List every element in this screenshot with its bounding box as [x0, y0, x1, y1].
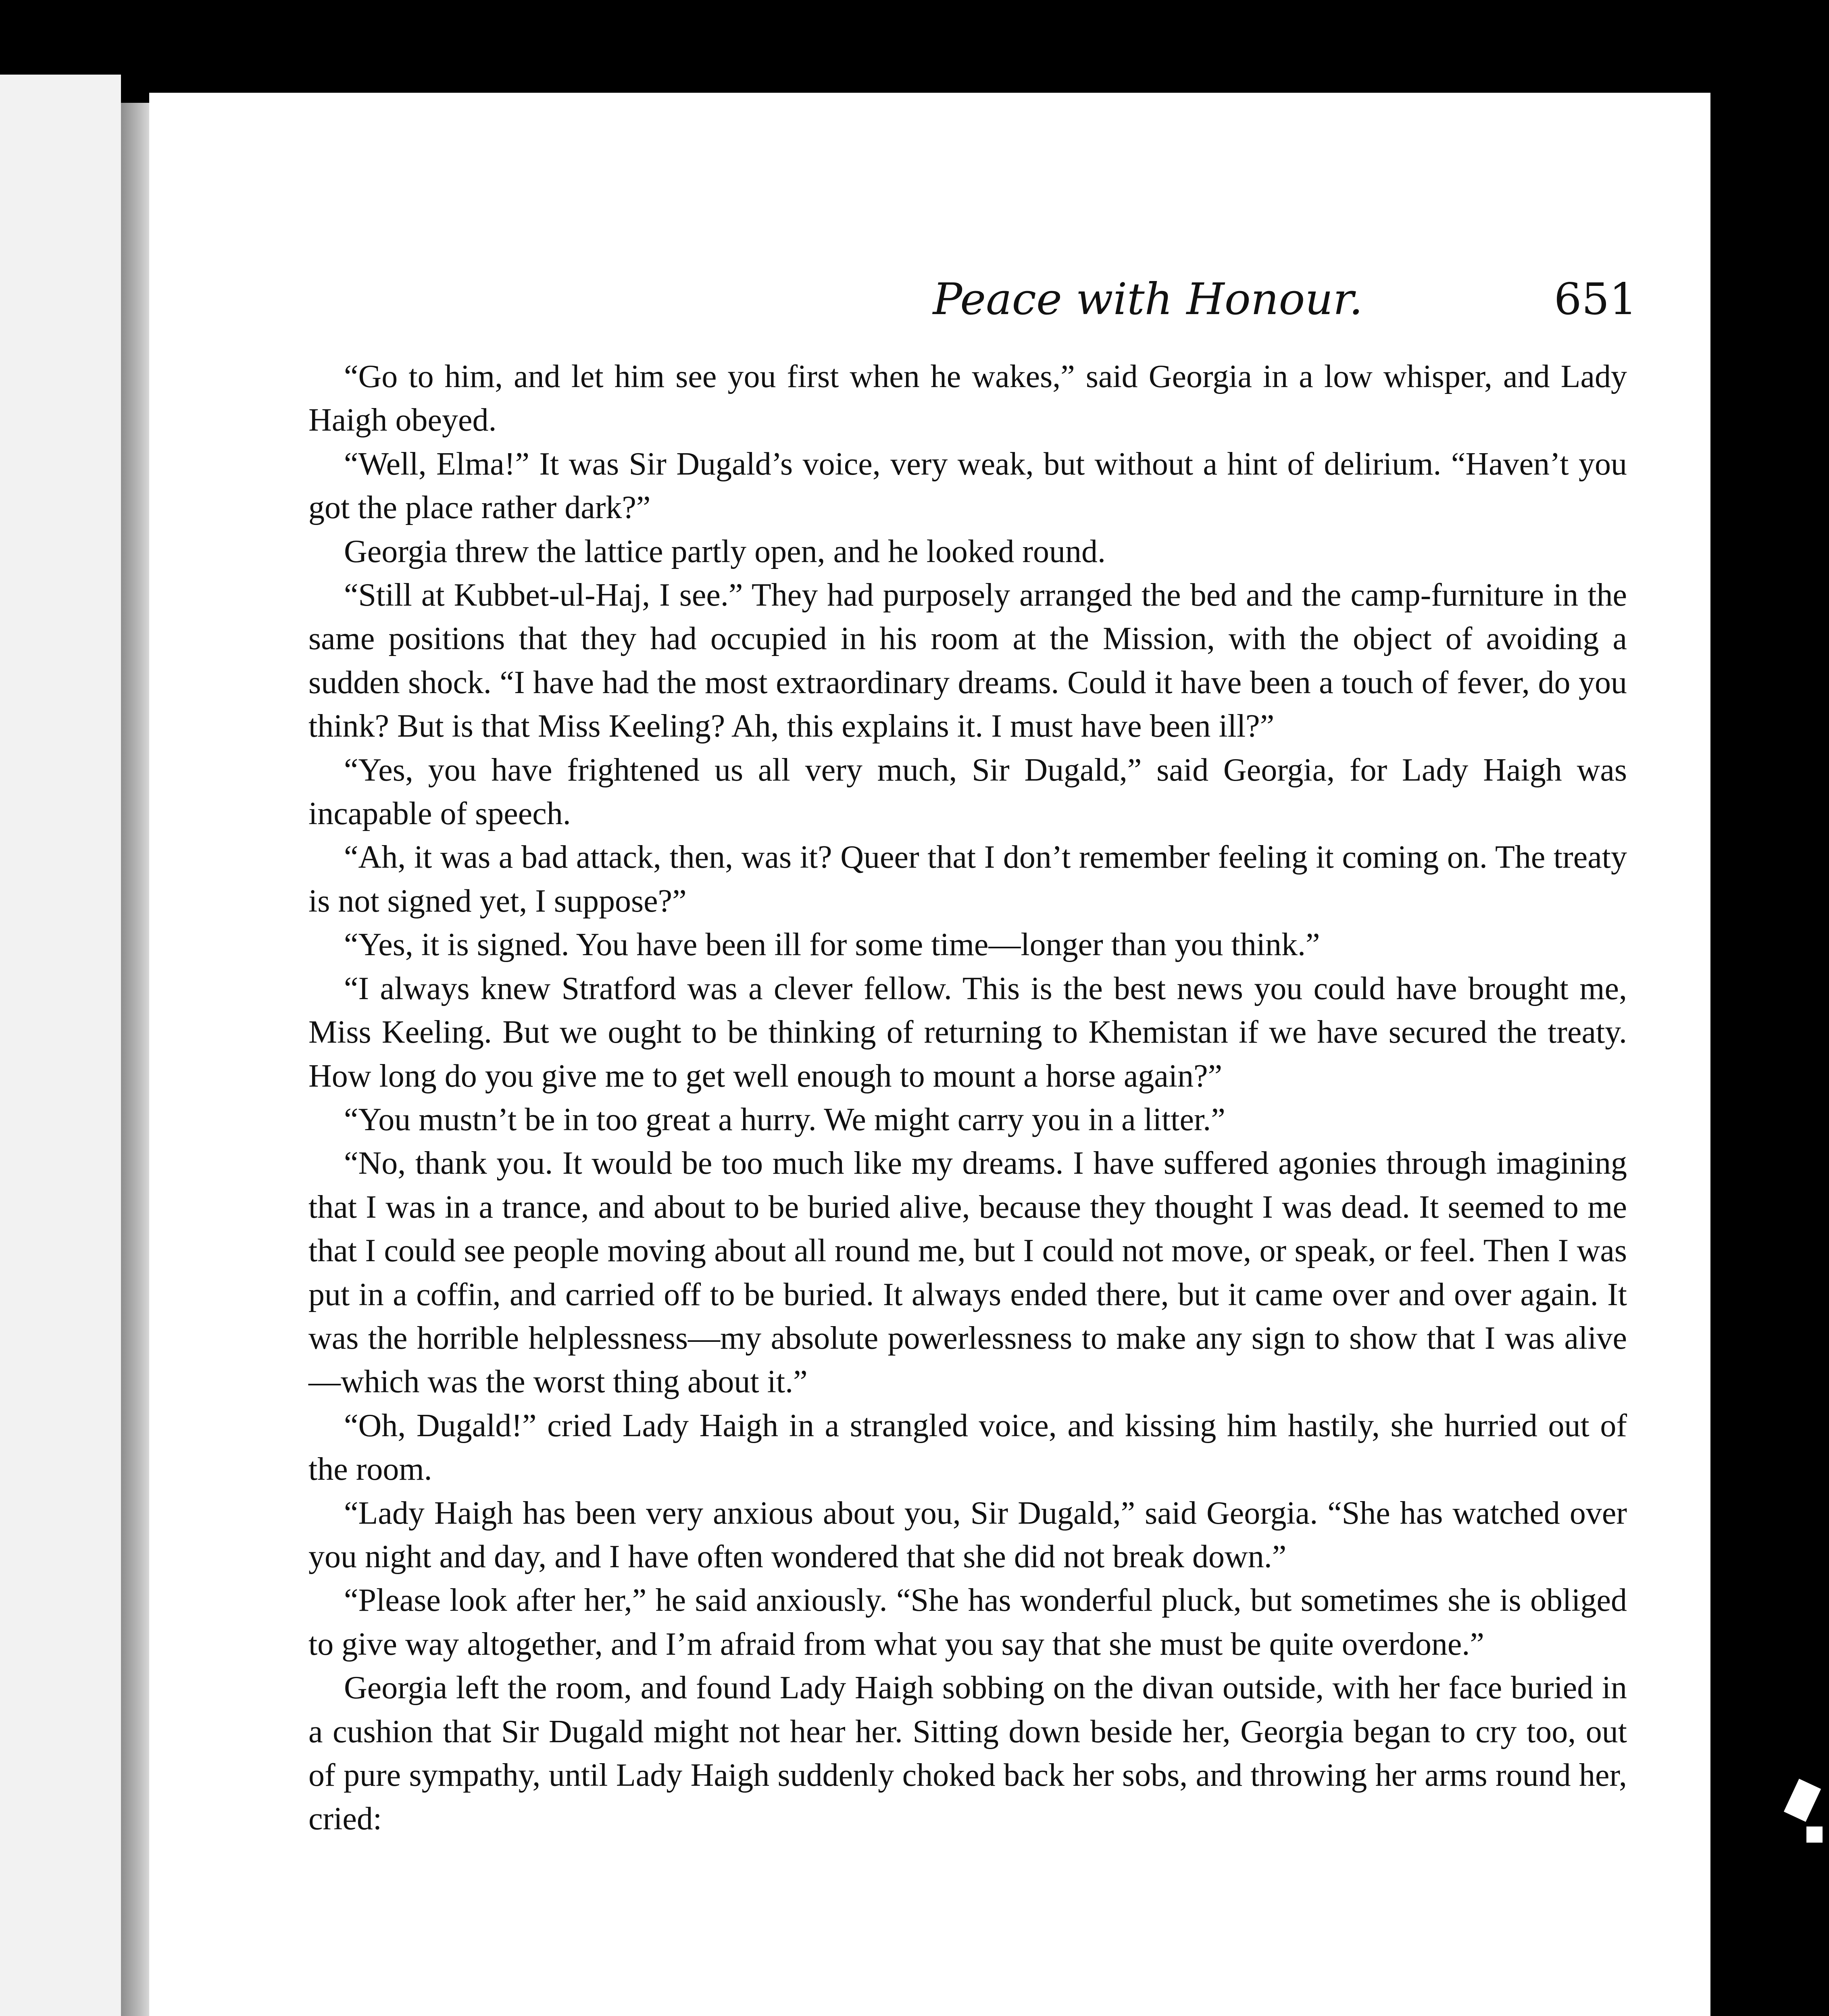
- paragraph: “Go to him, and let him see you first when he wakes,” said Georgia in a low whisper, and Lady Haigh obeyed.: [308, 359, 1627, 438]
- paragraph: Georgia left the room, and found Lady Haigh sobbing on the divan outside, with her face buried in a cushion that Sir Dugald might not hear her. Sitting down beside her, Georgia began to cry too, out of pure sympathy, until Lady Haigh suddenly choked back her sobs, and throwing her arms round her, cried:: [308, 1670, 1627, 1837]
- paragraph: “You mustn’t be in too great a hurry. We might carry you in a litter.”: [344, 1102, 1225, 1137]
- paragraph: “No, thank you. It would be too much like my dreams. I have suffered agonies through imagining that I was in a trance, and about to be buried alive, because they thought I was dead. It seemed to me that I could see people moving about all round me, but I could not move, or speak, or feel. Then I was put in a coffin, and carried off to be buried. It always ended there, but it came over and over again. It was the horrible helplessness—my absolute powerlessness to make any sign to show that I was alive—which was the worst thing about it.”: [308, 1145, 1627, 1400]
- paragraph: “Well, Elma!” It was Sir Dugald’s voice, very weak, but without a hint of delirium. “Haven’t you got the place rather dark?”: [308, 446, 1627, 526]
- running-title: Peace with Honour.: [933, 274, 1363, 325]
- book-gutter-shadow: [121, 103, 149, 2016]
- scan-speck: [1806, 1826, 1823, 1843]
- paragraph: “Lady Haigh has been very anxious about you, Sir Dugald,” said Georgia. “She has watched over you night and day, and I have often wondered that she did not break down.”: [308, 1495, 1627, 1574]
- page-header: [149, 262, 1637, 343]
- paragraph: “Please look after her,” he said anxiously. “She has wonderful pluck, but sometimes she is obliged to give way altogether, and I’m afraid from what you say that she must be quite overdone.”: [308, 1583, 1627, 1662]
- paragraph: Georgia threw the lattice partly open, and he looked round.: [344, 533, 1106, 569]
- paragraph: “I always knew Stratford was a clever fellow. This is the best news you could have brought me, Miss Keeling. But we ought to be thinking of returning to Khemistan if we have secured the treaty. How long do you give me to get well enough to mount a horse again?”: [308, 971, 1627, 1094]
- paragraph: “Still at Kubbet-ul-Haj, I see.” They had purposely arranged the bed and the camp-furniture in the same positions that they had occupied in his room at the Mission, with the object of avoiding a sudden shock. “I have had the most extraordinary dreams. Could it have been a touch of fever, do you think? But is that Miss Keeling? Ah, this explains it. I must have been ill?”: [308, 577, 1627, 744]
- page-body: [308, 355, 1627, 1841]
- facing-page-edge: [0, 75, 121, 2016]
- paragraph: “Oh, Dugald!” cried Lady Haigh in a strangled voice, and kissing him hastily, she hurried out of the room.: [308, 1408, 1627, 1487]
- scan-speck: [1784, 1779, 1821, 1822]
- paragraph: “Yes, it is signed. You have been ill for some time—longer than you think.”: [344, 927, 1320, 963]
- paragraph: “Ah, it was a bad attack, then, was it? Queer that I don’t remember feeling it coming on. The treaty is not signed yet, I suppose?”: [308, 839, 1627, 919]
- paragraph: “Yes, you have frightened us all very much, Sir Dugald,” said Georgia, for Lady Haigh was incapable of speech.: [308, 752, 1627, 832]
- page-number: 651: [1554, 274, 1637, 325]
- book-page: [149, 93, 1710, 2016]
